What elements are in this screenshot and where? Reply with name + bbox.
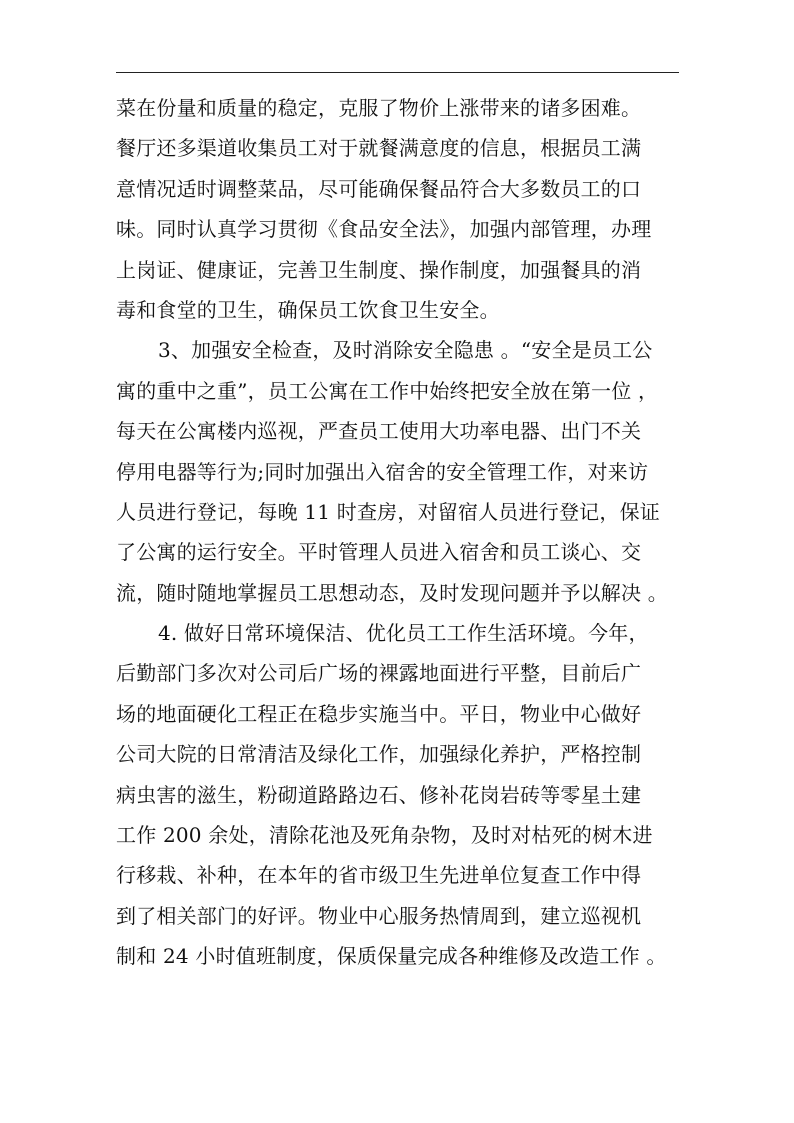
text-line: 停用电器等行为;同时加强出入宿舍的安全管理工作，对来访: [116, 459, 649, 484]
paragraph-start-line: 3、加强安全检查，及时消除安全隐患 。“安全是员工公: [158, 338, 653, 363]
text-line: 意情况适时调整菜品，尽可能确保餐品符合大多数员工的口: [116, 176, 642, 201]
text-line: 工作 200 余处，清除花池及死角杂物，及时对枯死的树木进: [116, 823, 653, 848]
text-line: 公司大院的日常清洁及绿化工作，加强绿化养护，严格控制: [116, 742, 642, 767]
text-line: 后勤部门多次对公司后广场的裸露地面进行平整，目前后广: [116, 661, 642, 686]
text-line: 寓的重中之重”，员工公寓在工作中始终把安全放在第一位 ，: [116, 378, 659, 403]
document-body: [116, 88, 679, 977]
text-line: 病虫害的滋生，粉砌道路路边石、修补花岗岩砖等零星土建: [116, 782, 642, 807]
text-line: 毒和食堂的卫生，确保员工饮食卫生安全。: [116, 297, 500, 322]
text-line: 行移栽、补种，在本年的省市级卫生先进单位复查工作中得: [116, 863, 642, 888]
text-line: 到了相关部门的好评。物业中心服务热情周到，建立巡视机: [116, 903, 642, 928]
text-line: 人员进行登记，每晚 11 时查房，对留宿人员进行登记，保证: [116, 499, 660, 524]
text-line: 上岗证、健康证，完善卫生制度、操作制度，加强餐具的消: [116, 257, 642, 282]
paragraph-start-line: 4. 做好日常环境保洁、优化员工工作生活环境。今年，: [158, 621, 649, 646]
text-line: 了公寓的运行安全。平时管理人员进入宿舍和员工谈心、交: [116, 540, 642, 565]
text-line: 制和 24 小时值班制度，保质保量完成各种维修及改造工作 。: [116, 944, 667, 969]
text-line: 味。同时认真学习贯彻《食品安全法》，加强内部管理，办理: [116, 217, 652, 242]
text-line: 流，随时随地掌握员工思想动态，及时发现问题并予以解决 。: [116, 580, 668, 605]
text-line: 场的地面硬化工程正在稳步实施当中。平日，物业中心做好: [116, 701, 642, 726]
text-line: 餐厅还多渠道收集员工对于就餐满意度的信息，根据员工满: [116, 136, 642, 161]
text-line: 菜在份量和质量的稳定，克服了物价上涨带来的诸多困难。: [116, 96, 642, 120]
text-line: 每天在公寓楼内巡视，严查员工使用大功率电器、出门不关: [116, 419, 642, 444]
header-rule: [116, 72, 679, 73]
